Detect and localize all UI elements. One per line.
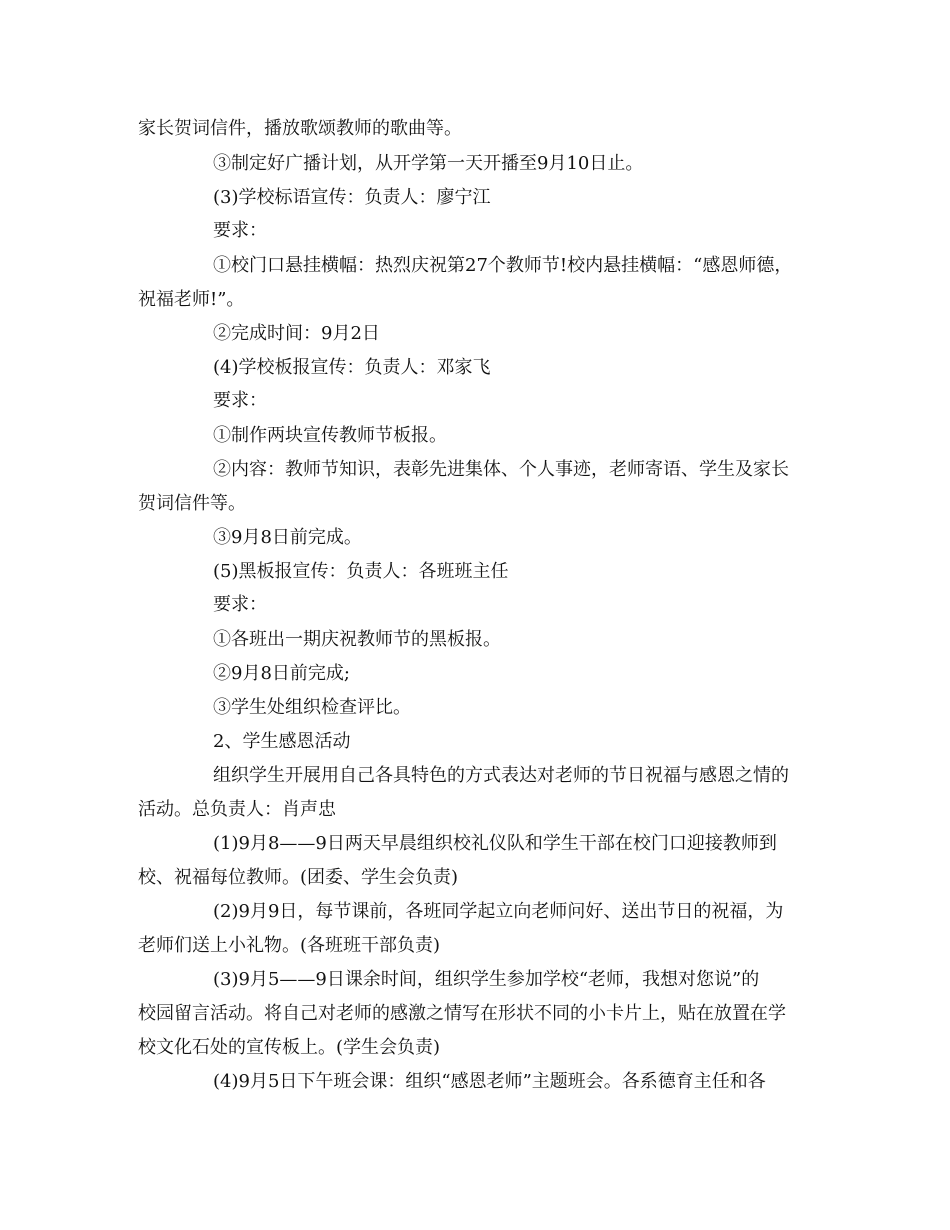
text-line: ②内容：教师节知识，表彰先进集体、个人事迹，老师寄语、学生及家长 [213,459,789,480]
text-line: ②9月8日前完成; [213,663,350,684]
text-line: ①各班出一期庆祝教师节的黑板报。 [213,629,501,650]
text-line: 校园留言活动。将自己对老师的感激之情写在形状不同的小卡片上，贴在放置在学 [138,1003,786,1024]
text-line: 要求： [213,390,267,411]
text-line: 祝福老师!”。 [138,289,245,310]
text-line: 校文化石处的宣传板上。(学生会负责) [138,1037,441,1058]
text-line: (3)学校标语宣传：负责人：廖宁江 [213,187,491,208]
text-line: ③制定好广播计划，从开学第一天开播至9月10日止。 [213,153,644,174]
text-line: 校、祝福每位教师。(团委、学生会负责) [138,867,459,888]
text-line: 老师们送上小礼物。(各班班干部负责) [138,935,441,956]
text-line: ①校门口悬挂横幅：热烈庆祝第27个教师节!校内悬挂横幅：“感恩师德， [213,255,793,276]
text-line: ③9月8日前完成。 [213,527,362,548]
text-line: 活动。总负责人：肖声忠 [138,799,336,820]
text-line: (4)9月5日下午班会课：组织“感恩老师”主题班会。各系德育主任和各 [213,1071,766,1092]
text-line: 要求： [213,594,267,615]
text-line: ③学生处组织检查评比。 [213,697,411,718]
text-line: 组织学生开展用自己各具特色的方式表达对老师的节日祝福与感恩之情的 [213,765,789,786]
text-line: 家长贺词信件，播放歌颂教师的歌曲等。 [138,118,462,139]
text-line: 2、学生感恩活动 [213,731,351,752]
text-line: (3)9月5——9日课余时间，组织学生参加学校“老师，我想对您说”的 [213,969,760,990]
text-line: (5)黑板报宣传：负责人：各班班主任 [213,561,509,582]
text-line: 要求： [213,220,267,241]
text-line: (4)学校板报宣传：负责人：邓家飞 [213,357,491,378]
text-line: 贺词信件等。 [138,493,246,514]
text-line: ②完成时间：9月2日 [213,323,380,344]
text-line: (2)9月9日，每节课前，各班同学起立向老师问好、送出节日的祝福，为 [213,901,784,922]
text-line: (1)9月8——9日两天早晨组织校礼仪队和学生干部在校门口迎接教师到 [213,833,777,854]
text-line: ①制作两块宣传教师节板报。 [213,425,447,446]
